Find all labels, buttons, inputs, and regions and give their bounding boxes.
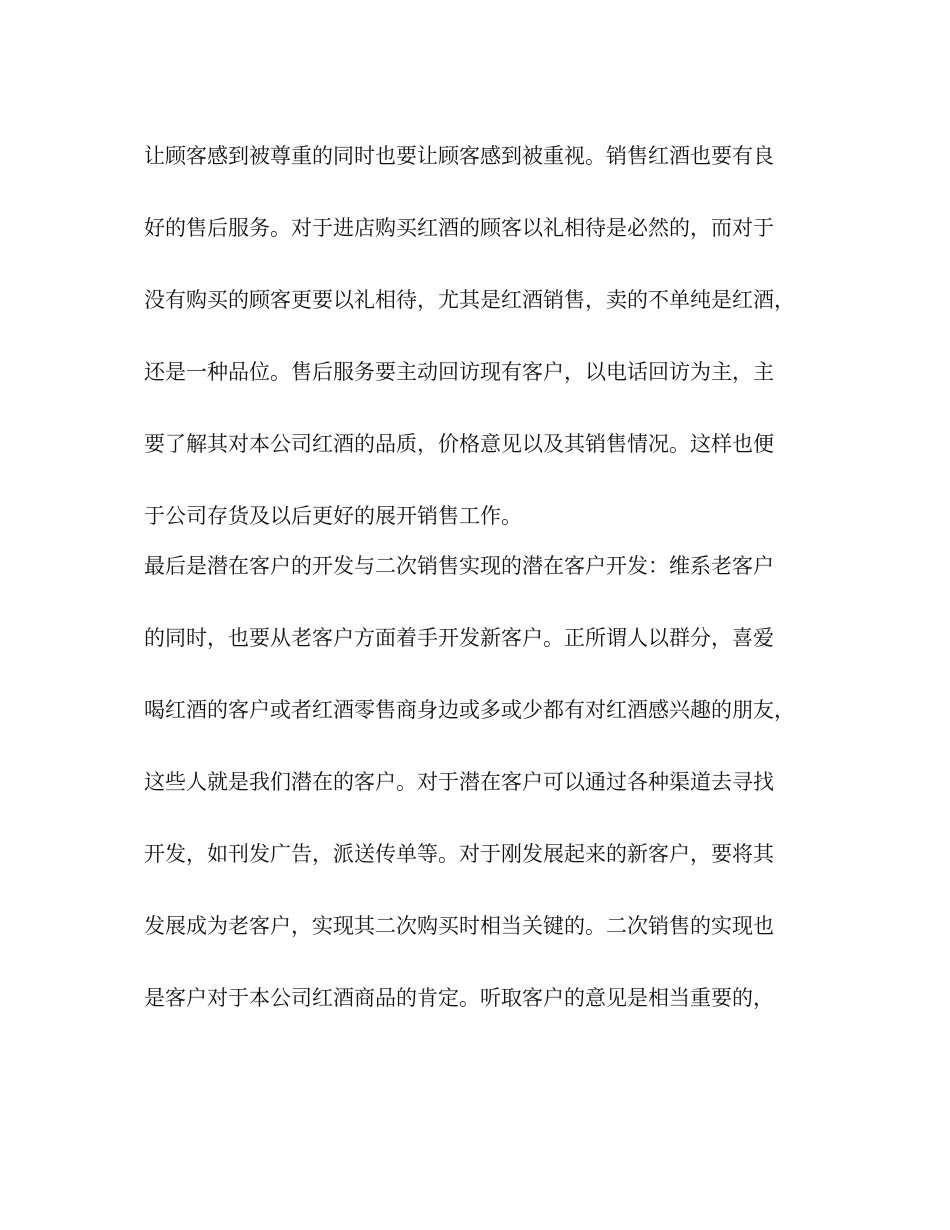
text-line: 最后是潜在客户的开发与二次销售实现的潜在客户开发：维系老客户: [144, 554, 774, 578]
text-line: 开发，如刊发广告，派送传单等。对于刚发展起来的新客户，要将其: [144, 842, 774, 866]
text-line: 好的售后服务。对于进店购买红酒的顾客以礼相待是必然的，而对于: [144, 216, 774, 240]
text-line: 于公司存货及以后更好的展开销售工作。: [144, 504, 522, 528]
document-body: [144, 138, 824, 1052]
text-line: 这些人就是我们潜在的客户。对于潜在客户可以通过各种渠道去寻找: [144, 770, 774, 794]
paragraph-after-sales-service: [144, 138, 824, 534]
text-line: 喝红酒的客户或者红酒零售商身边或多或少都有对红酒感兴趣的朋友，: [144, 698, 795, 722]
text-line: 让顾客感到被尊重的同时也要让顾客感到被重视。销售红酒也要有良: [144, 144, 774, 168]
text-line: 发展成为老客户，实现其二次购买时相当关键的。二次销售的实现也: [144, 914, 774, 938]
text-line: 没有购买的顾客更要以礼相待，尤其是红酒销售，卖的不单纯是红酒，: [144, 288, 795, 312]
text-line: 是客户对于本公司红酒商品的肯定。听取客户的意见是相当重要的，: [144, 986, 774, 1010]
text-line: 的同时，也要从老客户方面着手开发新客户。正所谓人以群分，喜爱: [144, 626, 774, 650]
paragraph-potential-customers: [144, 548, 824, 1016]
text-line: 还是一种品位。售后服务要主动回访现有客户，以电话回访为主，主: [144, 360, 774, 384]
text-line: 要了解其对本公司红酒的品质，价格意见以及其销售情况。这样也便: [144, 432, 774, 456]
